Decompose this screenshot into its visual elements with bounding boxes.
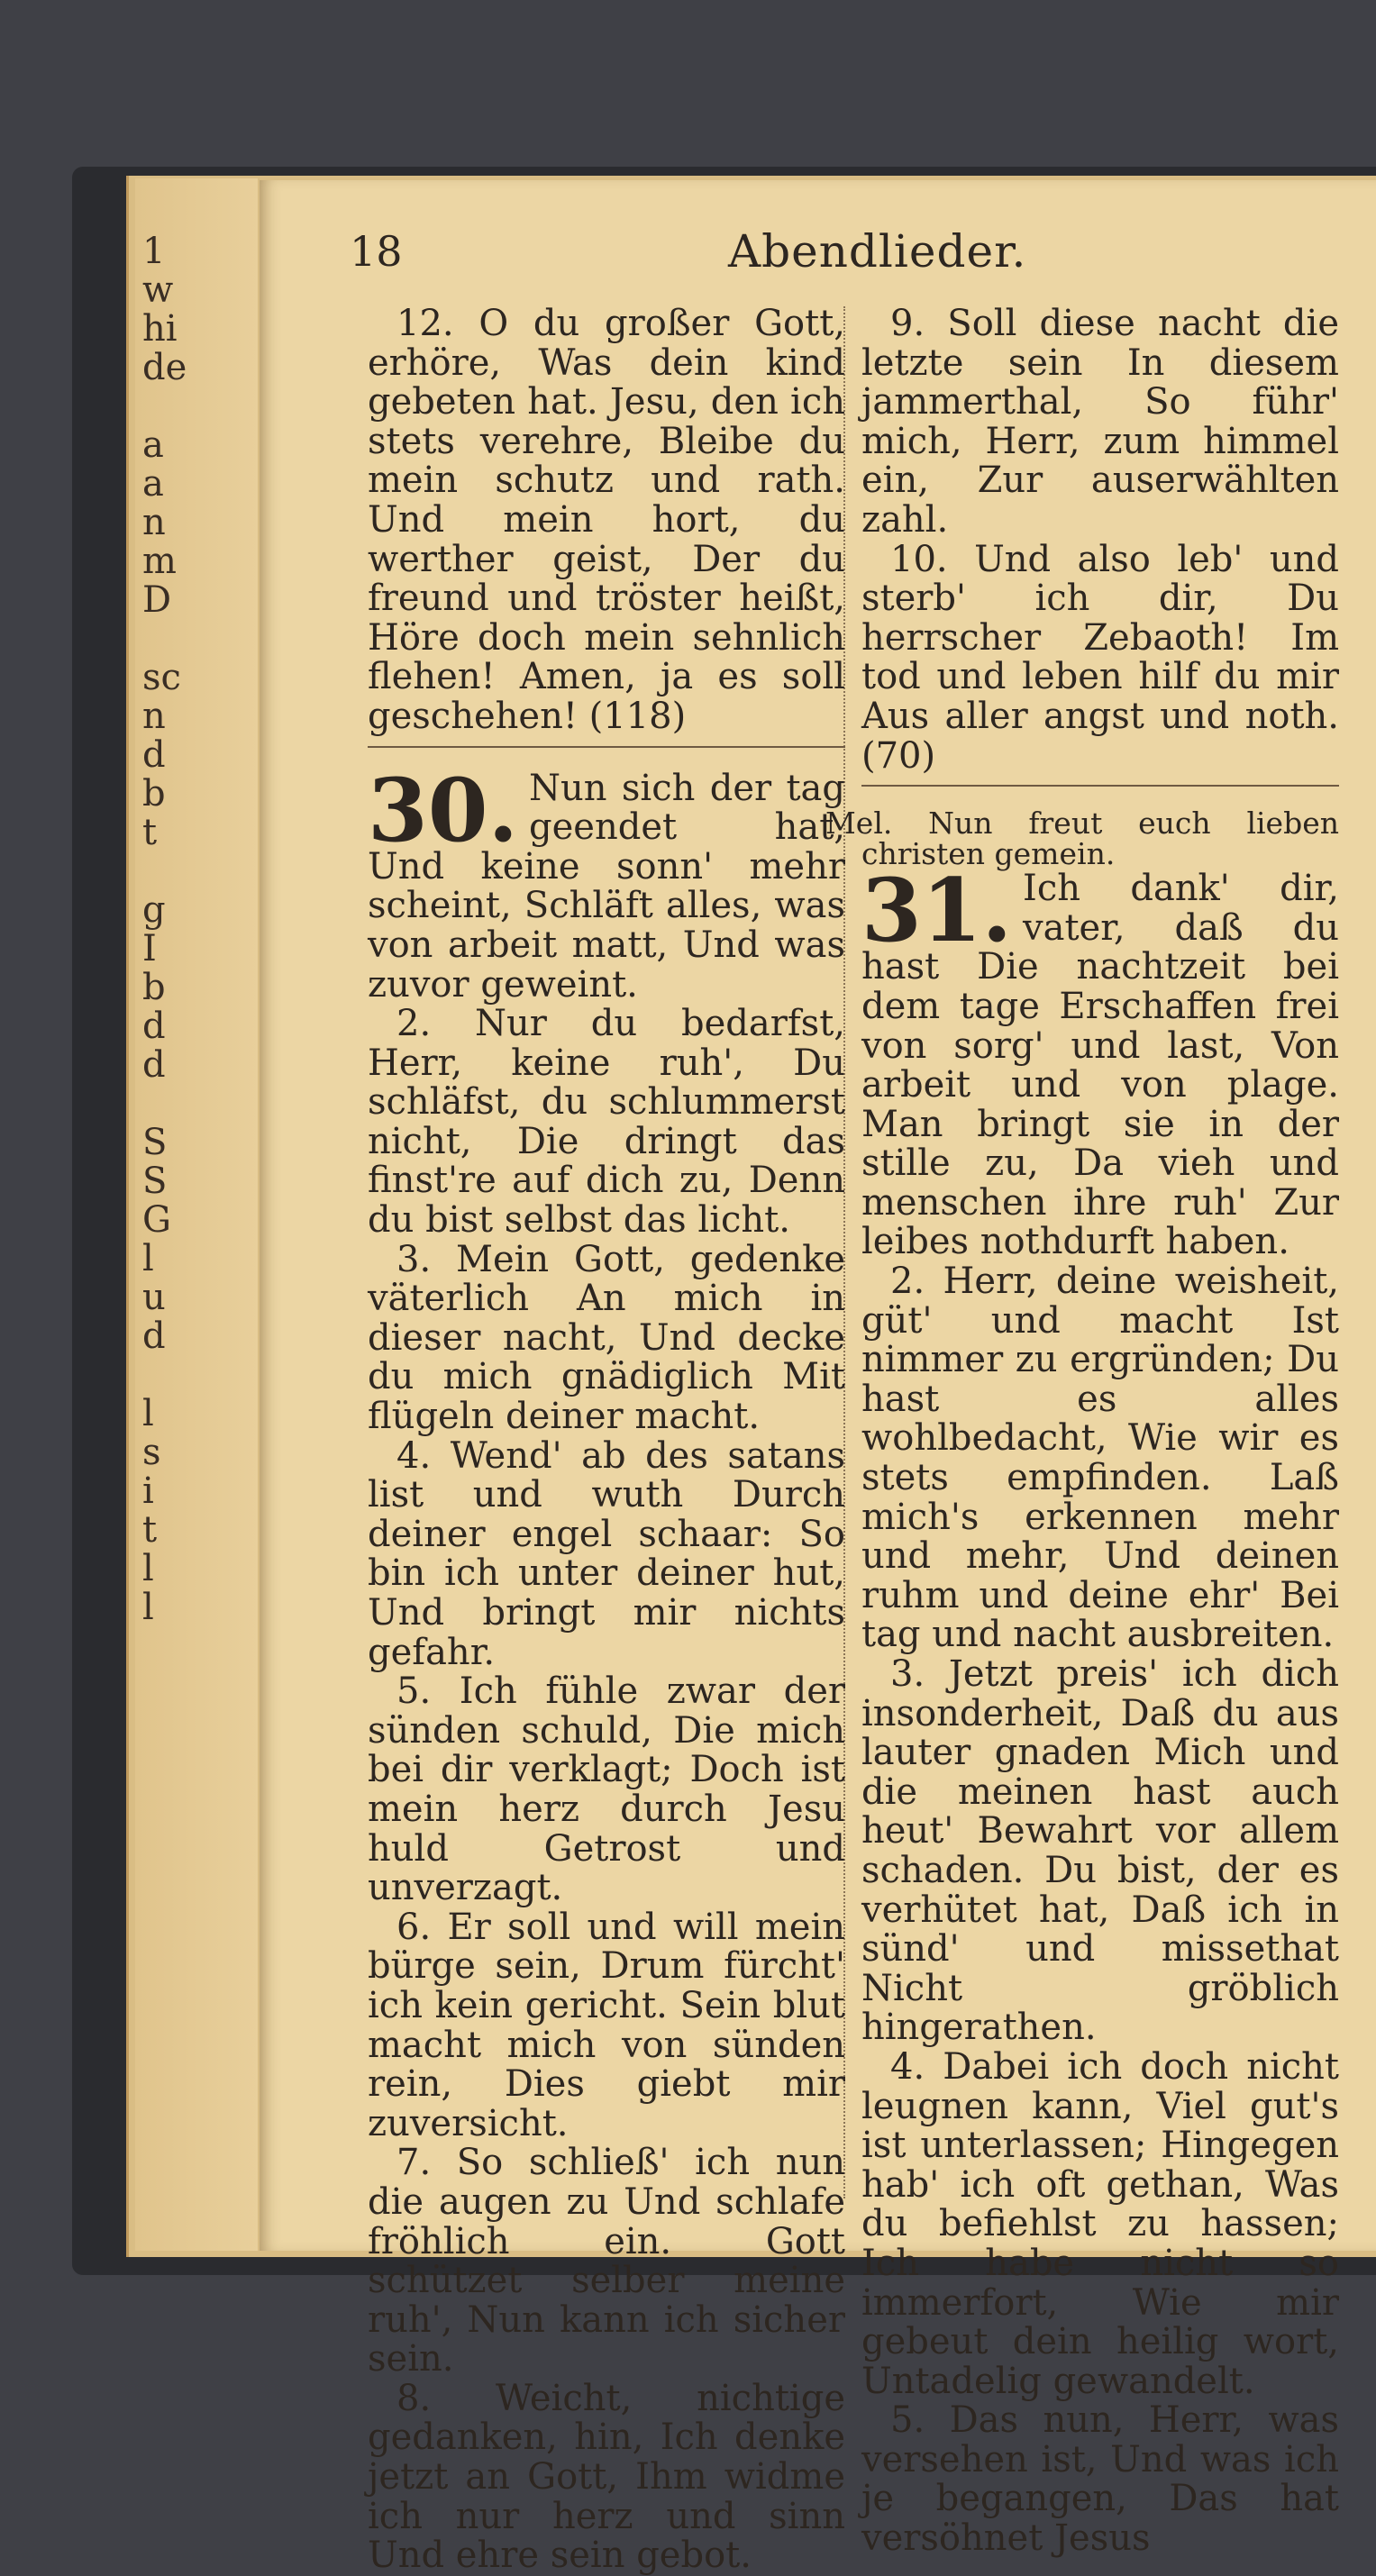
hymn-29-final-stanza: 12. O du großer Gott, erhöre, Was dein kind gebeten hat. Jesu, den ich stets verehre, Bleibe du mein schutz und rath. Und mein hort, du werther geist, Der du freund und tröster heißt, Höre doch mein sehnlich flehen! Amen, ja es soll geschehen! (118) bbox=[368, 303, 845, 737]
hymn-30-stanza-1: Nun sich der tag geendet hat, Und keine sonn' mehr scheint, Schläft alles, was von arbeit matt, Und was zuvor geweint. bbox=[368, 767, 845, 1006]
previous-page-fragments: 1 w hi de a a n m D sc n d b t g I b d d S S G l u d l s i t l l bbox=[142, 231, 187, 1628]
left-column bbox=[368, 305, 845, 2576]
hymn-30-stanza-9: 9. Soll diese nacht die letzte sein In diesem jammerthal, So führ' mich, Herr, zum himmel ein, Zur auserwählten zahl. bbox=[861, 303, 1339, 541]
hymn-separator-rule bbox=[861, 785, 1339, 787]
hymn-30-stanza-7: 7. So schließ' ich nun die augen zu Und schlafe fröhlich ein. Gott schützet selber meine ruh', Nun kann ich sicher sein. bbox=[368, 2142, 845, 2380]
hymn-31-stanza-4: 4. Dabei ich doch nicht leugnen kann, Viel gut's ist unterlassen; Hingegen hab' ich oft gethan, Was du befiehlst zu hassen; Ich habe nicht so immerfort, Wie mir gebeut dein heilig wort, Untadelig gewandelt. bbox=[861, 2045, 1339, 2402]
hymn-30-stanza-10: 10. Und also leb' und sterb' ich dir, Du herrscher Zebaoth! Im tod und leben hilf du mir Aus aller angst und noth. (70) bbox=[861, 538, 1339, 777]
hymn-31-melody-note: Mel. Nun freut euch lieben christen gemein. bbox=[825, 806, 1339, 872]
hymn-30-stanza-5: 5. Ich fühle zwar der sünden schuld, Die mich bei dir verklagt; Doch ist mein herz durch Jesu huld Getrost und unverzagt. bbox=[368, 1670, 845, 1909]
page-number: 18 bbox=[350, 227, 403, 276]
book-page bbox=[260, 180, 1376, 2576]
hymn-30-stanza-6: 6. Er soll und will mein bürge sein, Drum fürcht' ich kein gericht. Sein blut macht mich von sünden rein, Dies giebt mir zuversicht. bbox=[368, 1906, 845, 2144]
hymn-30-stanza-3: 3. Mein Gott, gedenke väterlich An mich in dieser nacht, Und decke du mich gnädiglich Mit flügeln deiner macht. bbox=[368, 1238, 845, 1438]
previous-page-edge bbox=[135, 178, 258, 2251]
hymn-30-stanza-4: 4. Wend' ab des satans list und wuth Durch deiner engel schaar: So bin ich unter deiner hut, Und bringt mir nichts gefahr. bbox=[368, 1434, 845, 1673]
right-column bbox=[825, 303, 1339, 2560]
hymn-31-stanza-3: 3. Jetzt preis' ich dich insonderheit, Daß du aus lauter gnaden Mich und die meinen hast auch heut' Bewahrt vor allem schaden. Du bist, der es verhütet hat, Daß ich in sünd' und missethat Nicht gröblich hingerathen. bbox=[861, 1653, 1339, 2049]
hymn-30-stanza-2: 2. Nur du bedarfst, Herr, keine ruh', Du schläfst, du schlummerst nicht, Die dringt das finst're auf dich zu, Denn du bist selbst das licht. bbox=[368, 1003, 845, 1242]
page-title: Abendlieder. bbox=[728, 225, 1027, 278]
hymn-31-number: 31. bbox=[861, 860, 1013, 962]
hymn-separator-rule bbox=[368, 746, 845, 748]
hymn-31-stanza-2: 2. Herr, deine weisheit, güt' und macht Ist nimmer zu ergründen; Du hast es alles wohlbedacht, Wie wir es stets empfinden. Laß mich's erkennen mehr und mehr, Und deinen ruhm und deine ehr' Bei tag und nacht ausbreiten. bbox=[861, 1261, 1339, 1656]
hymn-31-stanza-5: 5. Das nun, Herr, was versehen ist, Und was ich je begangen, Das hat versöhnet Jesus bbox=[861, 2399, 1339, 2560]
hymn-31-stanza-1: Ich dank' dir, vater, daß du hast Die nachtzeit bei dem tage Erschaffen frei von sorg' und last, Von arbeit und von plage. Man bringt sie in der stille zu, Da vieh und menschen ihre ruh' Zur leibes nothdurft haben. bbox=[861, 868, 1339, 1263]
hymn-30-number: 30. bbox=[368, 759, 519, 861]
hymn-30-stanza-8: 8. Weicht, nichtige gedanken, hin, Ich denke jetzt an Gott, Ihm widme ich nur herz und sinn Und ehre sein gebot. bbox=[368, 2377, 845, 2576]
